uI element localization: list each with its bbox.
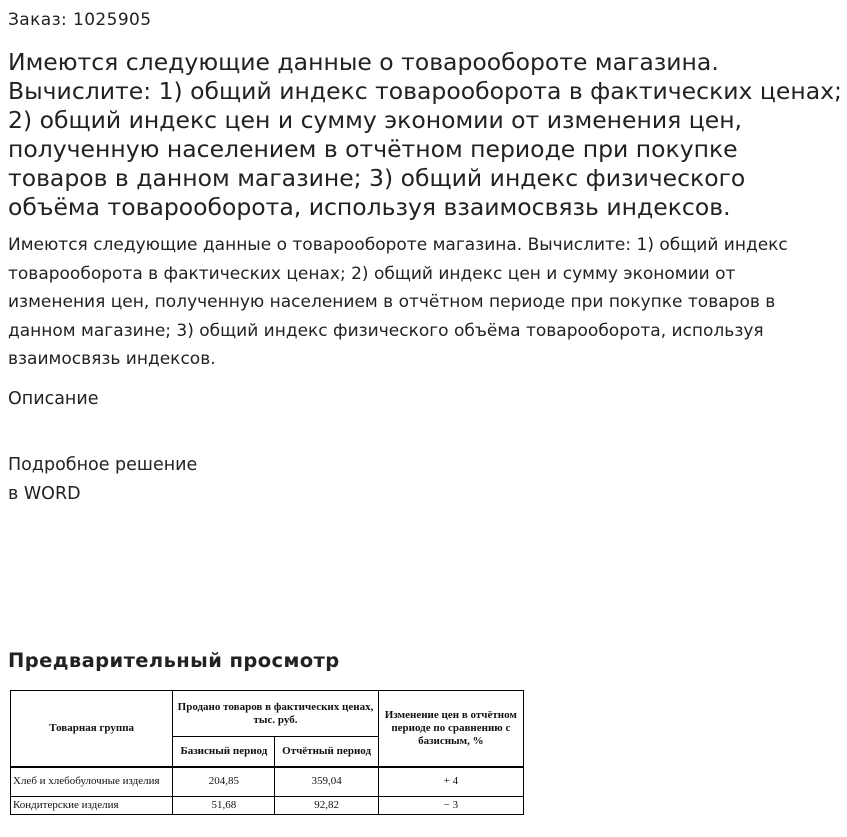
solution-line-2: в WORD (8, 484, 81, 504)
row-name: Кондитерские изделия (11, 797, 173, 815)
header-report: Отчётный период (275, 737, 378, 767)
row-change: − 3 (378, 797, 523, 815)
preview-table (10, 690, 524, 815)
header-sold: Продано товаров в фактических ценах, тыс. руб. (173, 691, 378, 737)
order-number: Заказ: 1025905 (8, 10, 152, 30)
preview-title: Предварительный просмотр (8, 649, 340, 672)
header-group: Товарная группа (11, 691, 173, 767)
header-base: Базисный период (173, 737, 275, 767)
solution-info (8, 451, 197, 509)
solution-line-1: Подробное решение (8, 455, 198, 475)
row-change: + 4 (378, 767, 523, 797)
row-report: 92,82 (275, 797, 378, 815)
row-base: 51,68 (173, 797, 275, 815)
header-change: Изменение цен в отчётном периоде по сравнению с базисным, % (378, 691, 523, 767)
task-headline: Имеются следующие данные о товарообороте магазина. Вычислите: 1) общий индекс товарооборота в фактических ценах; 2) общий индекс цен и сумму экономии от изменения цен, полученную населением в отчётном периоде при покупке товаров в данном магазине; 3) общий индекс физического объёма товарооборота, используя взаимосвязь индексов. (8, 48, 842, 221)
task-description: Имеются следующие данные о товарообороте магазина. Вычислите: 1) общий индекс товарооборота в фактических ценах; 2) общий индекс цен и сумму экономии от изменения цен, полученную населением в отчётном периоде при покупке товаров в данном магазине; 3) общий индекс физического объёма товарооборота, используя взаимосвязь индексов. (8, 235, 788, 369)
table-row (11, 767, 524, 797)
table-row (11, 797, 524, 815)
description-label: Описание (8, 389, 99, 409)
row-base: 204,85 (173, 767, 275, 797)
row-name: Хлеб и хлебобулочные изделия (11, 767, 173, 797)
row-report: 359,04 (275, 767, 378, 797)
